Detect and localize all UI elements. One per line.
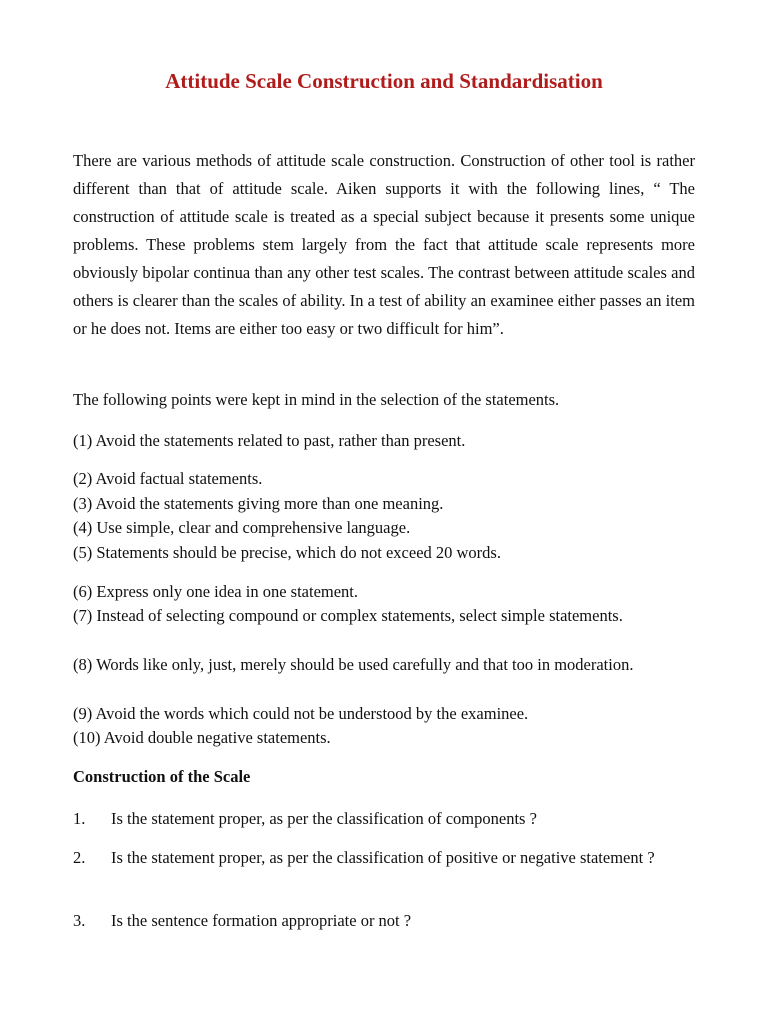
point-item-4: (4) Use simple, clear and comprehensive language.: [73, 518, 411, 537]
question-item-2: [73, 846, 695, 870]
question-text: Is the statement proper, as per the classification of components ?: [111, 809, 537, 828]
question-item-1: [73, 807, 695, 831]
point-item-10: (10) Avoid double negative statements.: [73, 728, 331, 747]
question-number: 2.: [73, 848, 86, 867]
point-item-1: (1) Avoid the statements related to past, rather than present.: [73, 431, 466, 450]
question-text: Is the sentence formation appropriate or not ?: [111, 911, 412, 930]
document-title: Attitude Scale Construction and Standardisation: [165, 69, 603, 93]
point-item-9: (9) Avoid the words which could not be understood by the examinee.: [73, 704, 529, 723]
point-item-3: (3) Avoid the statements giving more than one meaning.: [73, 494, 444, 513]
points-intro: The following points were kept in mind in the selection of the statements.: [73, 390, 560, 409]
question-number: 1.: [73, 809, 86, 828]
section-heading: Construction of the Scale: [73, 767, 251, 786]
question-item-3: [73, 909, 695, 933]
intro-paragraph: There are various methods of attitude scale construction. Construction of other tool is rather different than that of attitude scale. Aiken supports it with the following lines, “ The construction of attitude scale is treated as a special subject because it presents some unique problems. These problems stem largely from the fact that attitude scale represents more obviously bipolar continua than any other test scales. The contrast between attitude scales and others is clearer than the scales of ability. In a test of ability an examinee either passes an item or he does not. Items are either too easy or two difficult for him”.: [73, 151, 695, 338]
point-item-2: (2) Avoid factual statements.: [73, 469, 263, 488]
point-item-7: (7) Instead of selecting compound or complex statements, select simple statements.: [73, 606, 623, 625]
point-item-6: (6) Express only one idea in one statement.: [73, 582, 359, 601]
question-text: Is the statement proper, as per the classification of positive or negative statement ?: [111, 848, 655, 867]
point-item-5: (5) Statements should be precise, which do not exceed 20 words.: [73, 543, 501, 562]
point-item-8: (8) Words like only, just, merely should be used carefully and that too in moderation.: [73, 655, 634, 674]
question-number: 3.: [73, 911, 86, 930]
